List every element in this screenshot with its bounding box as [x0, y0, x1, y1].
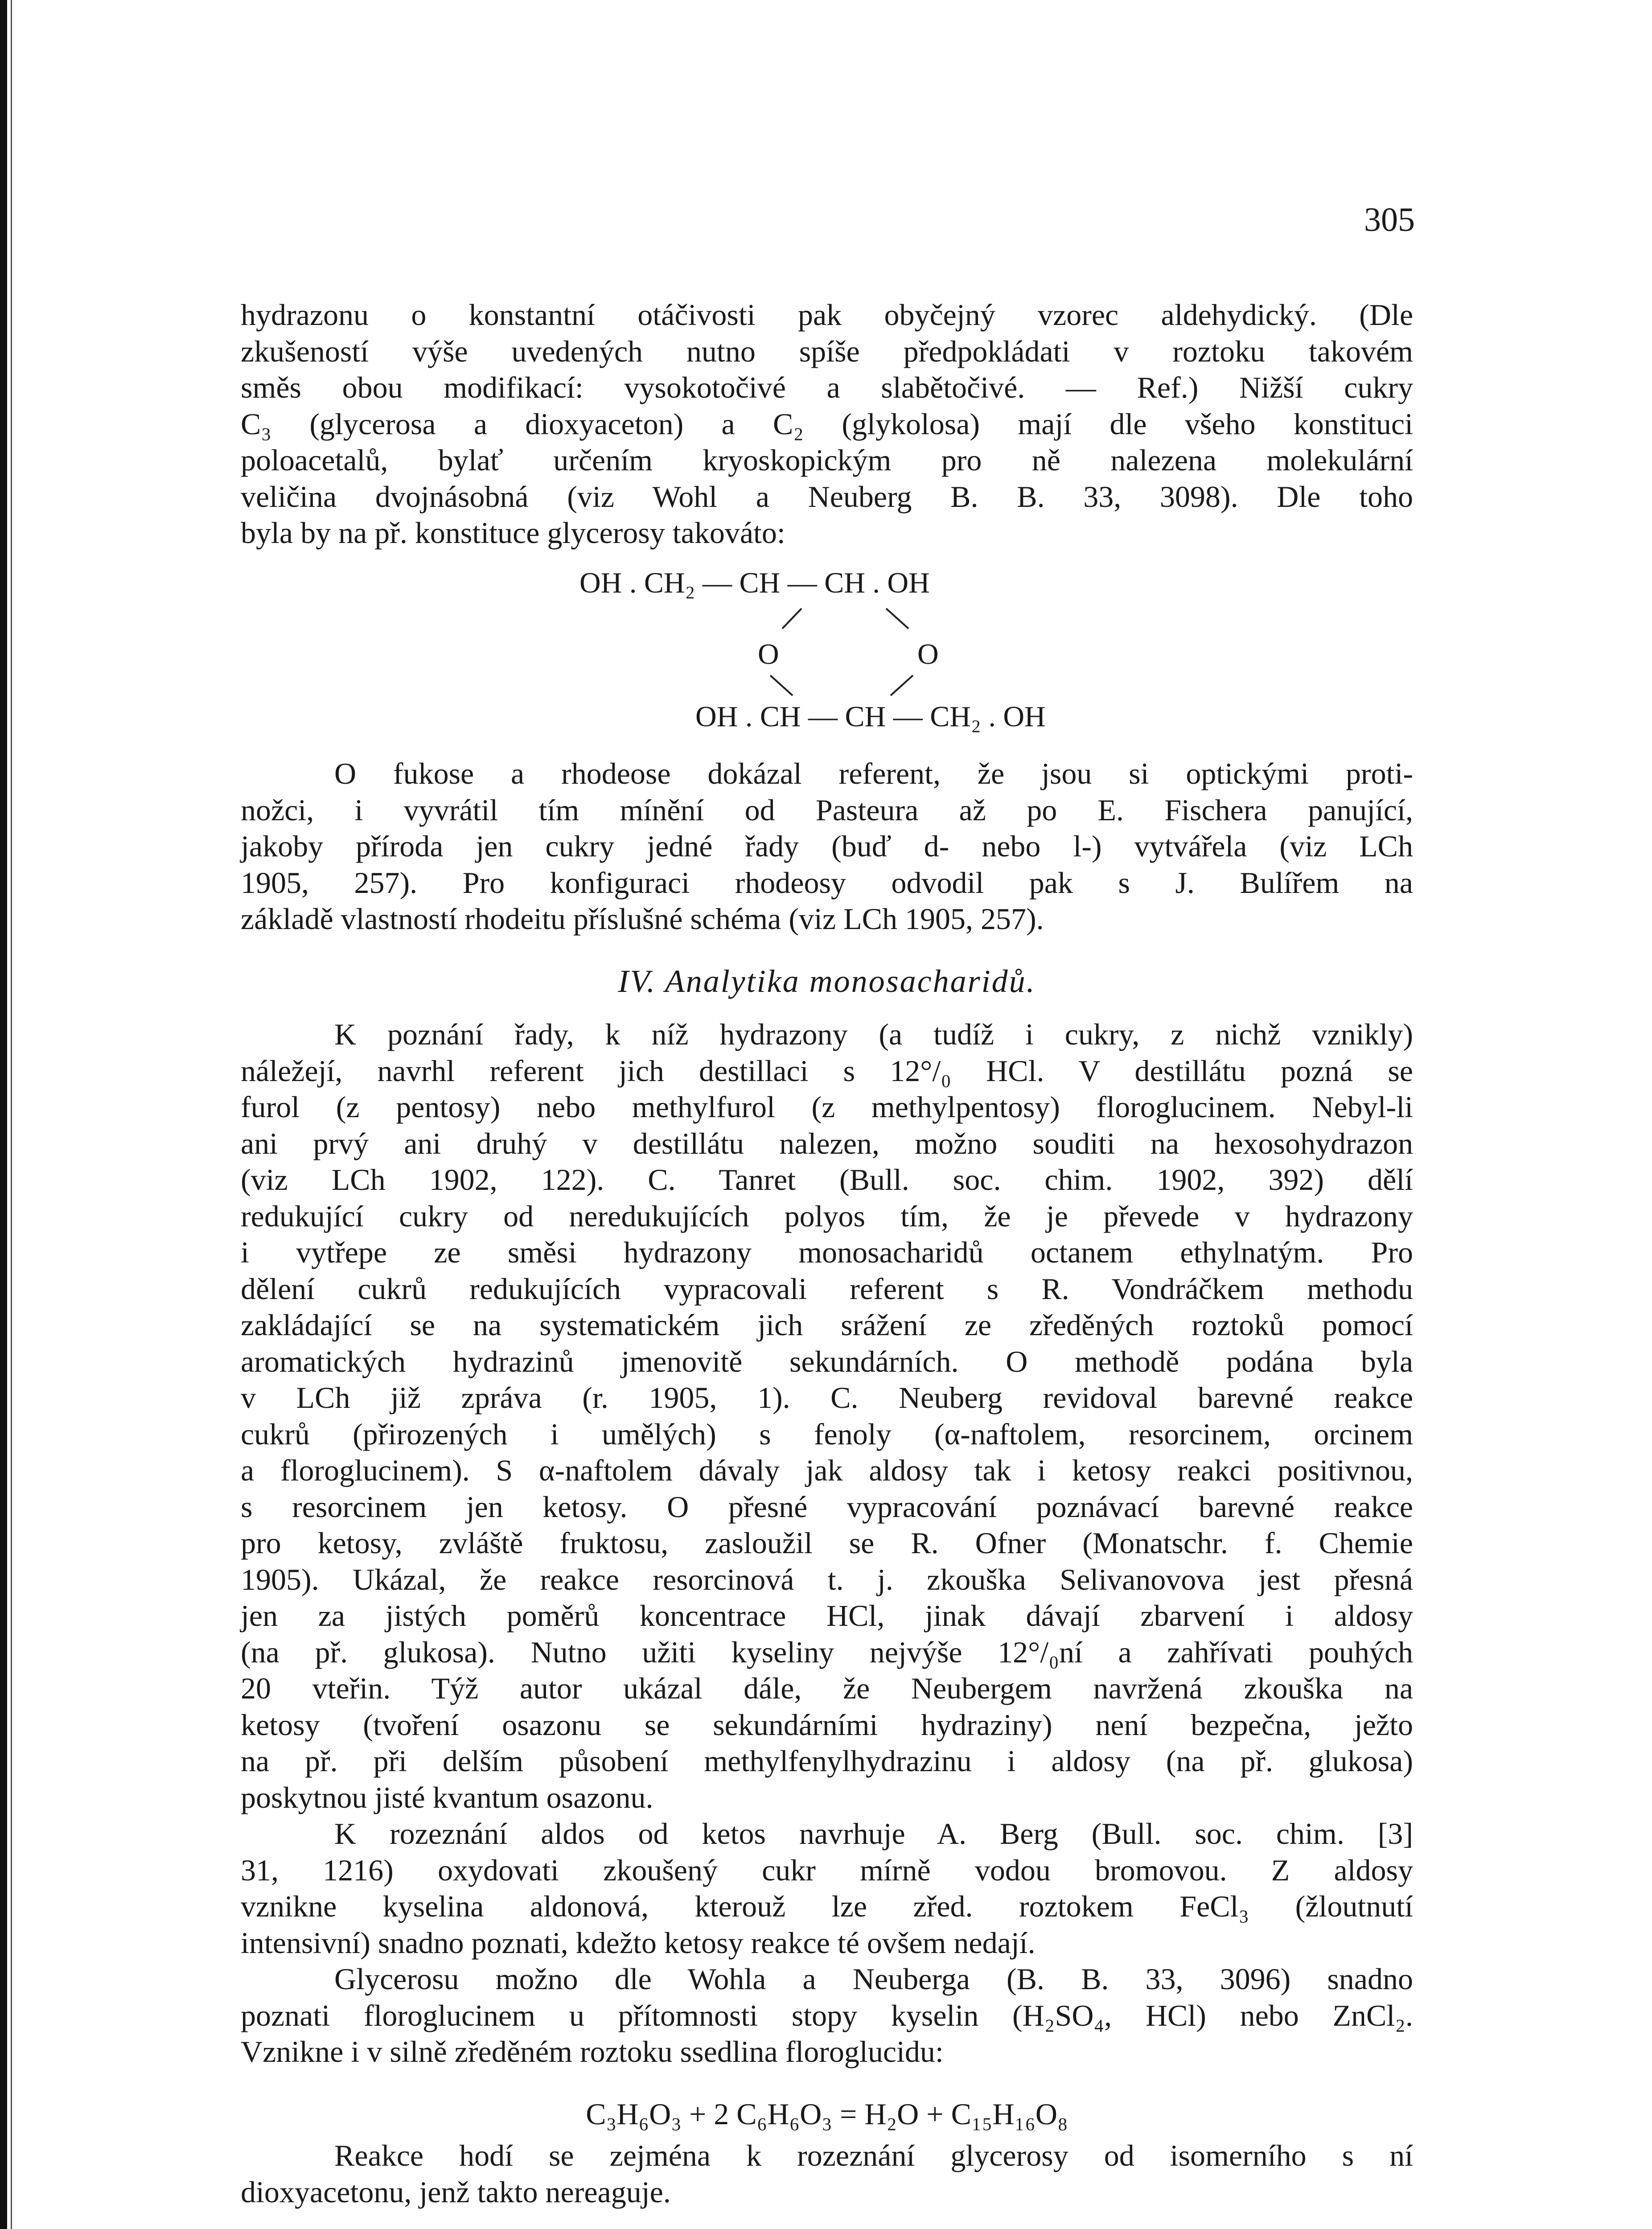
text-line: 1905). Ukázal, že reakce resorcinová t. j. zkouška Selivanovova jest přesná — [241, 1562, 1413, 1596]
paragraph-analytics — [241, 1016, 1413, 2070]
bond-left-lower — [770, 675, 793, 695]
text-line: poloacetalů, bylať určením kryoskopickým pro ně nalezena molekulární — [241, 443, 1413, 477]
formula-top-row: OH . CH₂ — CH — CH . OH — [579, 567, 930, 599]
text-line: (na př. glukosa). Nutno užiti kyseliny nejvýše 12°/₀ní a zahřívati pouhých — [241, 1635, 1413, 1669]
section-heading: IV. Analytika monosacharidů. — [618, 963, 1036, 999]
text-line: základě vlastností rhodeitu příslušné schéma (viz LCh 1905, 257). — [241, 902, 1044, 936]
paragraph-hydrazone-formula — [241, 297, 1413, 551]
text-line: zakládající se na systematickém jich srážení ze zředěných roztoků pomocí — [241, 1308, 1413, 1342]
page-number: 305 — [1364, 201, 1415, 239]
text-line: redukující cukry od neredukujících polyos tím, že je převede v hydrazony — [241, 1199, 1413, 1233]
text-line: veličina dvojnásobná (viz Wohl a Neuberg B. B. 33, 3098). Dle toho — [241, 479, 1413, 514]
text-line: poznati floroglucinem u přítomnosti stopy kyselin (H₂SO₄, HCl) nebo ZnCl₂. — [241, 1998, 1413, 2032]
text-line: vznikne kyselina aldonová, kterouž lze zřed. roztokem FeCl₃ (žloutnutí — [241, 1889, 1413, 1923]
text-line: pro ketosy, zvláště fruktosu, zasloužil se R. Ofner (Monatschr. f. Chemie — [241, 1526, 1413, 1560]
scan-edge-shadow — [11, 0, 12, 2229]
reaction-equation: C₃H₆O₃ + 2 C₆H₆O₃ = H₂O + C₁₅H₁₆O₈ — [586, 2097, 1068, 2131]
text-line: hydrazonu o konstantní otáčivosti pak obyčejný vzorec aldehydický. (Dle — [241, 298, 1413, 332]
text-line: jen za jistých poměrů koncentrace HCl, jinak dávají zbarvení i aldosy — [241, 1599, 1413, 1633]
formula-oxygen-right: O — [917, 638, 939, 670]
text-line: 20 vteřin. Týž autor ukázal dále, že Neubergem navržená zkouška na — [241, 1671, 1413, 1705]
text-line: ani prvý ani druhý v destillátu nalezen, možno souditi na hexosohydrazon — [241, 1126, 1413, 1160]
text-line: 31, 1216) oxydovati zkoušený cukr mírně vodou bromovou. Z aldosy — [241, 1853, 1413, 1887]
glycerose-structure-formula — [579, 566, 1137, 736]
text-line: Reakce hodí se zejména k rozeznání glycerosy od isomerního s ní — [334, 2139, 1413, 2172]
text-line: O fukose a rhodeose dokázal referent, že jsou si optickými proti- — [334, 757, 1413, 790]
text-line: byla by na př. konstituce glycerosy takováto: — [241, 516, 785, 550]
paragraph-fucose-rhodeose — [241, 756, 1413, 938]
text-line: směs obou modifikací: vysokotočivé a slabětočivé. — Ref.) Nižší cukry — [241, 370, 1413, 404]
formula-bottom-row: OH . CH — CH — CH₂ . OH — [695, 700, 1046, 733]
text-line: furol (z pentosy) nebo methylfurol (z methylpentosy) floroglucinem. Nebyl-li — [241, 1090, 1413, 1124]
text-line: C₃ (glycerosa a dioxyaceton) a C₂ (glykolosa) mají dle všeho konstituci — [241, 407, 1413, 441]
text-line: Vznikne i v silně zředěném roztoku ssedlina floroglucidu: — [241, 2035, 944, 2069]
text-line: aromatických hydrazinů jmenovitě sekundárních. O methodě podána byla — [241, 1344, 1413, 1378]
bond-right-upper — [886, 609, 908, 629]
text-line: K poznání řady, k níž hydrazony (a tudíž i cukry, z nichž vznikly) — [334, 1017, 1413, 1051]
text-line: náležejí, navrhl referent jich destillaci s 12°/₀ HCl. V destillátu pozná se — [241, 1053, 1413, 1088]
text-line: K rozeznání aldos od ketos navrhuje A. Berg (Bull. soc. chim. [3] — [334, 1817, 1413, 1851]
text-line: v LCh již zpráva (r. 1905, 1). C. Neuberg revidoval barevné reakce — [241, 1381, 1413, 1415]
paragraph-conclusion — [241, 2138, 1413, 2210]
scan-edge-left — [0, 0, 7, 2229]
text-line: i vytřepe ze směsi hydrazony monosacharidů octanem ethylnatým. Pro — [241, 1235, 1413, 1269]
text-line: 1905, 257). Pro konfiguraci rhodeosy odvodil pak s J. Bulířem na — [241, 865, 1413, 900]
text-line: cukrů (přirozených i umělých) s fenoly (α-naftolem, resorcinem, orcinem — [241, 1417, 1413, 1451]
text-line: a floroglucinem). S α-naftolem dávaly jak aldosy tak i ketosy reakci positivnou, — [241, 1453, 1413, 1487]
text-line: dělení cukrů redukujících vypracovali referent s R. Vondráčkem methodu — [241, 1271, 1413, 1306]
bond-right-lower — [891, 675, 913, 695]
text-line: s resorcinem jen ketosy. O přesné vypracování poznávací barevné reakce — [241, 1489, 1413, 1524]
text-line: intensivní) snadno poznati, kdežto ketosy reakce té ovšem nedají. — [241, 1925, 1036, 1960]
formula-oxygen-left: O — [758, 638, 779, 670]
text-line: Glycerosu možno dle Wohla a Neuberga (B. B. 33, 3096) snadno — [334, 1962, 1413, 1996]
text-line: dioxyacetonu, jenž takto nereaguje. — [241, 2175, 671, 2209]
text-line: poskytnou jisté kvantum osazonu. — [241, 1780, 653, 1814]
text-line: zkušeností výše uvedených nutno spíše předpokládati v roztoku takovém — [241, 334, 1413, 368]
text-line: (viz LCh 1902, 122). C. Tanret (Bull. soc. chim. 1902, 392) dělí — [241, 1163, 1413, 1197]
text-line: ketosy (tvoření osazonu se sekundárními hydraziny) není bezpečna, ježto — [241, 1707, 1413, 1742]
bond-left-upper — [782, 609, 801, 629]
text-line: na př. při delším působení methylfenylhydrazinu i aldosy (na př. glukosa) — [241, 1744, 1413, 1778]
text-line: nožci, i vyvrátil tím mínění od Pasteura až po E. Fischera panující, — [241, 793, 1413, 827]
text-line: jakoby příroda jen cukry jedné řady (buď d- nebo l-) vytvářela (viz LCh — [241, 829, 1413, 863]
